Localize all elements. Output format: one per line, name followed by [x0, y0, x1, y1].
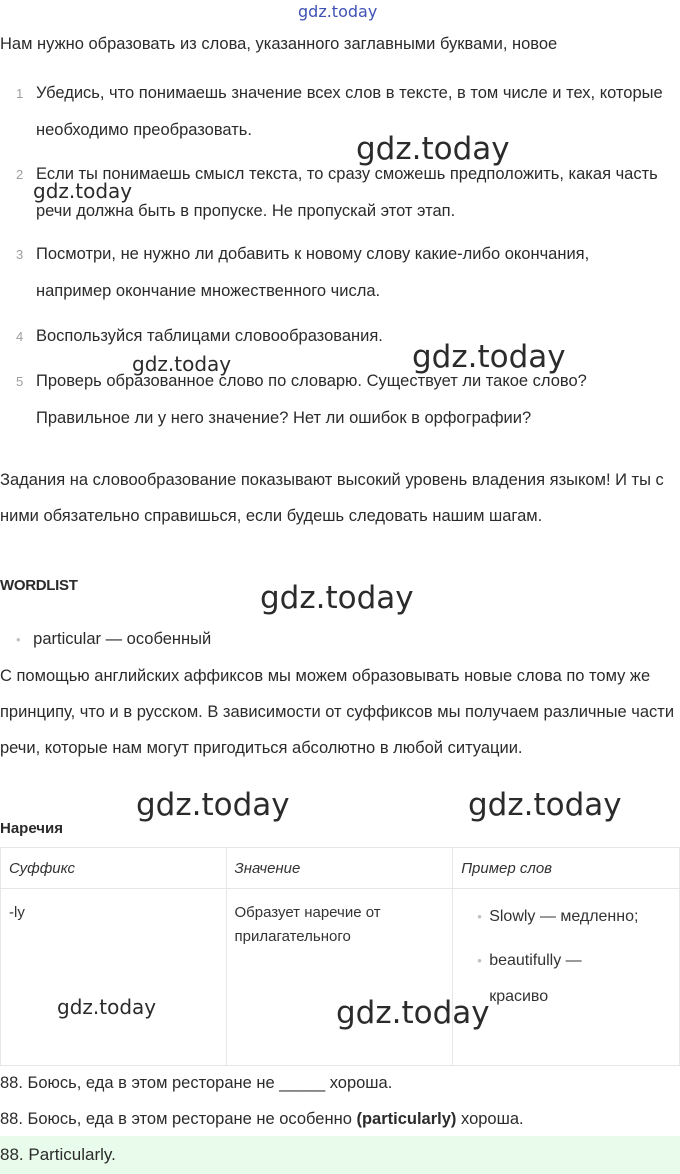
affix-paragraph: С помощью английских аффиксов мы можем образовывать новые слова по тому же принципу, что и в русском. В зависимости от суффиксов мы получаем различные части речи, которые нам могут пригодиться абсолютно в любой ситуации.	[0, 667, 675, 757]
adverbs-heading: Наречия	[0, 820, 63, 837]
watermark: gdz.today	[260, 580, 414, 616]
example-item: • Slowly — медленно;	[477, 895, 671, 939]
table-row	[1, 889, 680, 1066]
intro-text: Нам нужно образовать из слова, указанного заглавными буквами, новое	[0, 35, 558, 53]
wordlist-item	[16, 630, 211, 649]
watermark: gdz.today	[356, 131, 510, 167]
step-text: Посмотри, не нужно ли добавить к новому слову какие-либо окончания, например окончание множественного числа.	[36, 245, 590, 300]
watermark: gdz.today	[468, 787, 622, 823]
step-number: 5	[16, 374, 24, 389]
step-text: Воспользуйся таблицами словообразования.	[36, 327, 383, 345]
step-text: Если ты понимаешь смысл текста, то сразу сможешь предположить, какая часть речи должна быть в пропуске. Не пропускай этот этап.	[36, 165, 658, 220]
answer-box	[0, 1136, 680, 1174]
column-header: Значение	[226, 848, 453, 889]
meaning-cell: Образует наречие от прилагательного	[226, 889, 453, 1066]
table-header-row	[1, 848, 680, 889]
step-text: Проверь образованное слово по словарю. Существует ли такое слово? Правильное ли у него значение? Нет ли ошибок в орфографии?	[36, 372, 587, 427]
wordlist-heading: WORDLIST	[0, 577, 78, 594]
task-prompt: 88. Боюсь, еда в этом ресторане не _____ хороша.	[0, 1074, 393, 1092]
solution-text-before: 88. Боюсь, еда в этом ресторане не особенно	[0, 1110, 357, 1128]
column-header: Суффикс	[1, 848, 227, 889]
watermark: gdz.today	[33, 179, 133, 203]
examples-cell	[453, 889, 680, 1066]
step-number: 4	[16, 329, 24, 344]
examples-list	[461, 895, 671, 1015]
solution-text-after: хороша.	[456, 1110, 524, 1128]
header-watermark: gdz.today	[298, 2, 378, 21]
wordlist-item-text: particular — особенный	[33, 630, 212, 648]
example-item: • beautifully — красиво	[477, 939, 609, 1015]
solution-highlight: (particularly)	[356, 1110, 457, 1128]
watermark: gdz.today	[136, 787, 290, 823]
step-number: 3	[16, 247, 24, 262]
suffix-cell: -ly	[1, 889, 227, 1066]
watermark: gdz.today	[412, 339, 566, 375]
column-header: Пример слов	[453, 848, 680, 889]
bullet-icon: •	[16, 632, 21, 647]
step-text: Убедись, что понимаешь значение всех слов в тексте, в том числе и тех, которые необходимо преобразовать.	[36, 84, 663, 139]
affix-table	[0, 847, 680, 1066]
summary-text: Задания на словообразование показывают высокий уровень владения языком! И ты с ними обязательно справишься, если будешь следовать нашим шагам.	[0, 471, 664, 525]
watermark: gdz.today	[336, 995, 490, 1031]
watermark: gdz.today	[57, 995, 157, 1019]
step-number: 1	[16, 86, 24, 101]
answer-text: 88. Particularly.	[0, 1145, 116, 1164]
step-number: 2	[16, 167, 24, 182]
task-solution	[0, 1110, 524, 1129]
watermark: gdz.today	[132, 352, 232, 376]
